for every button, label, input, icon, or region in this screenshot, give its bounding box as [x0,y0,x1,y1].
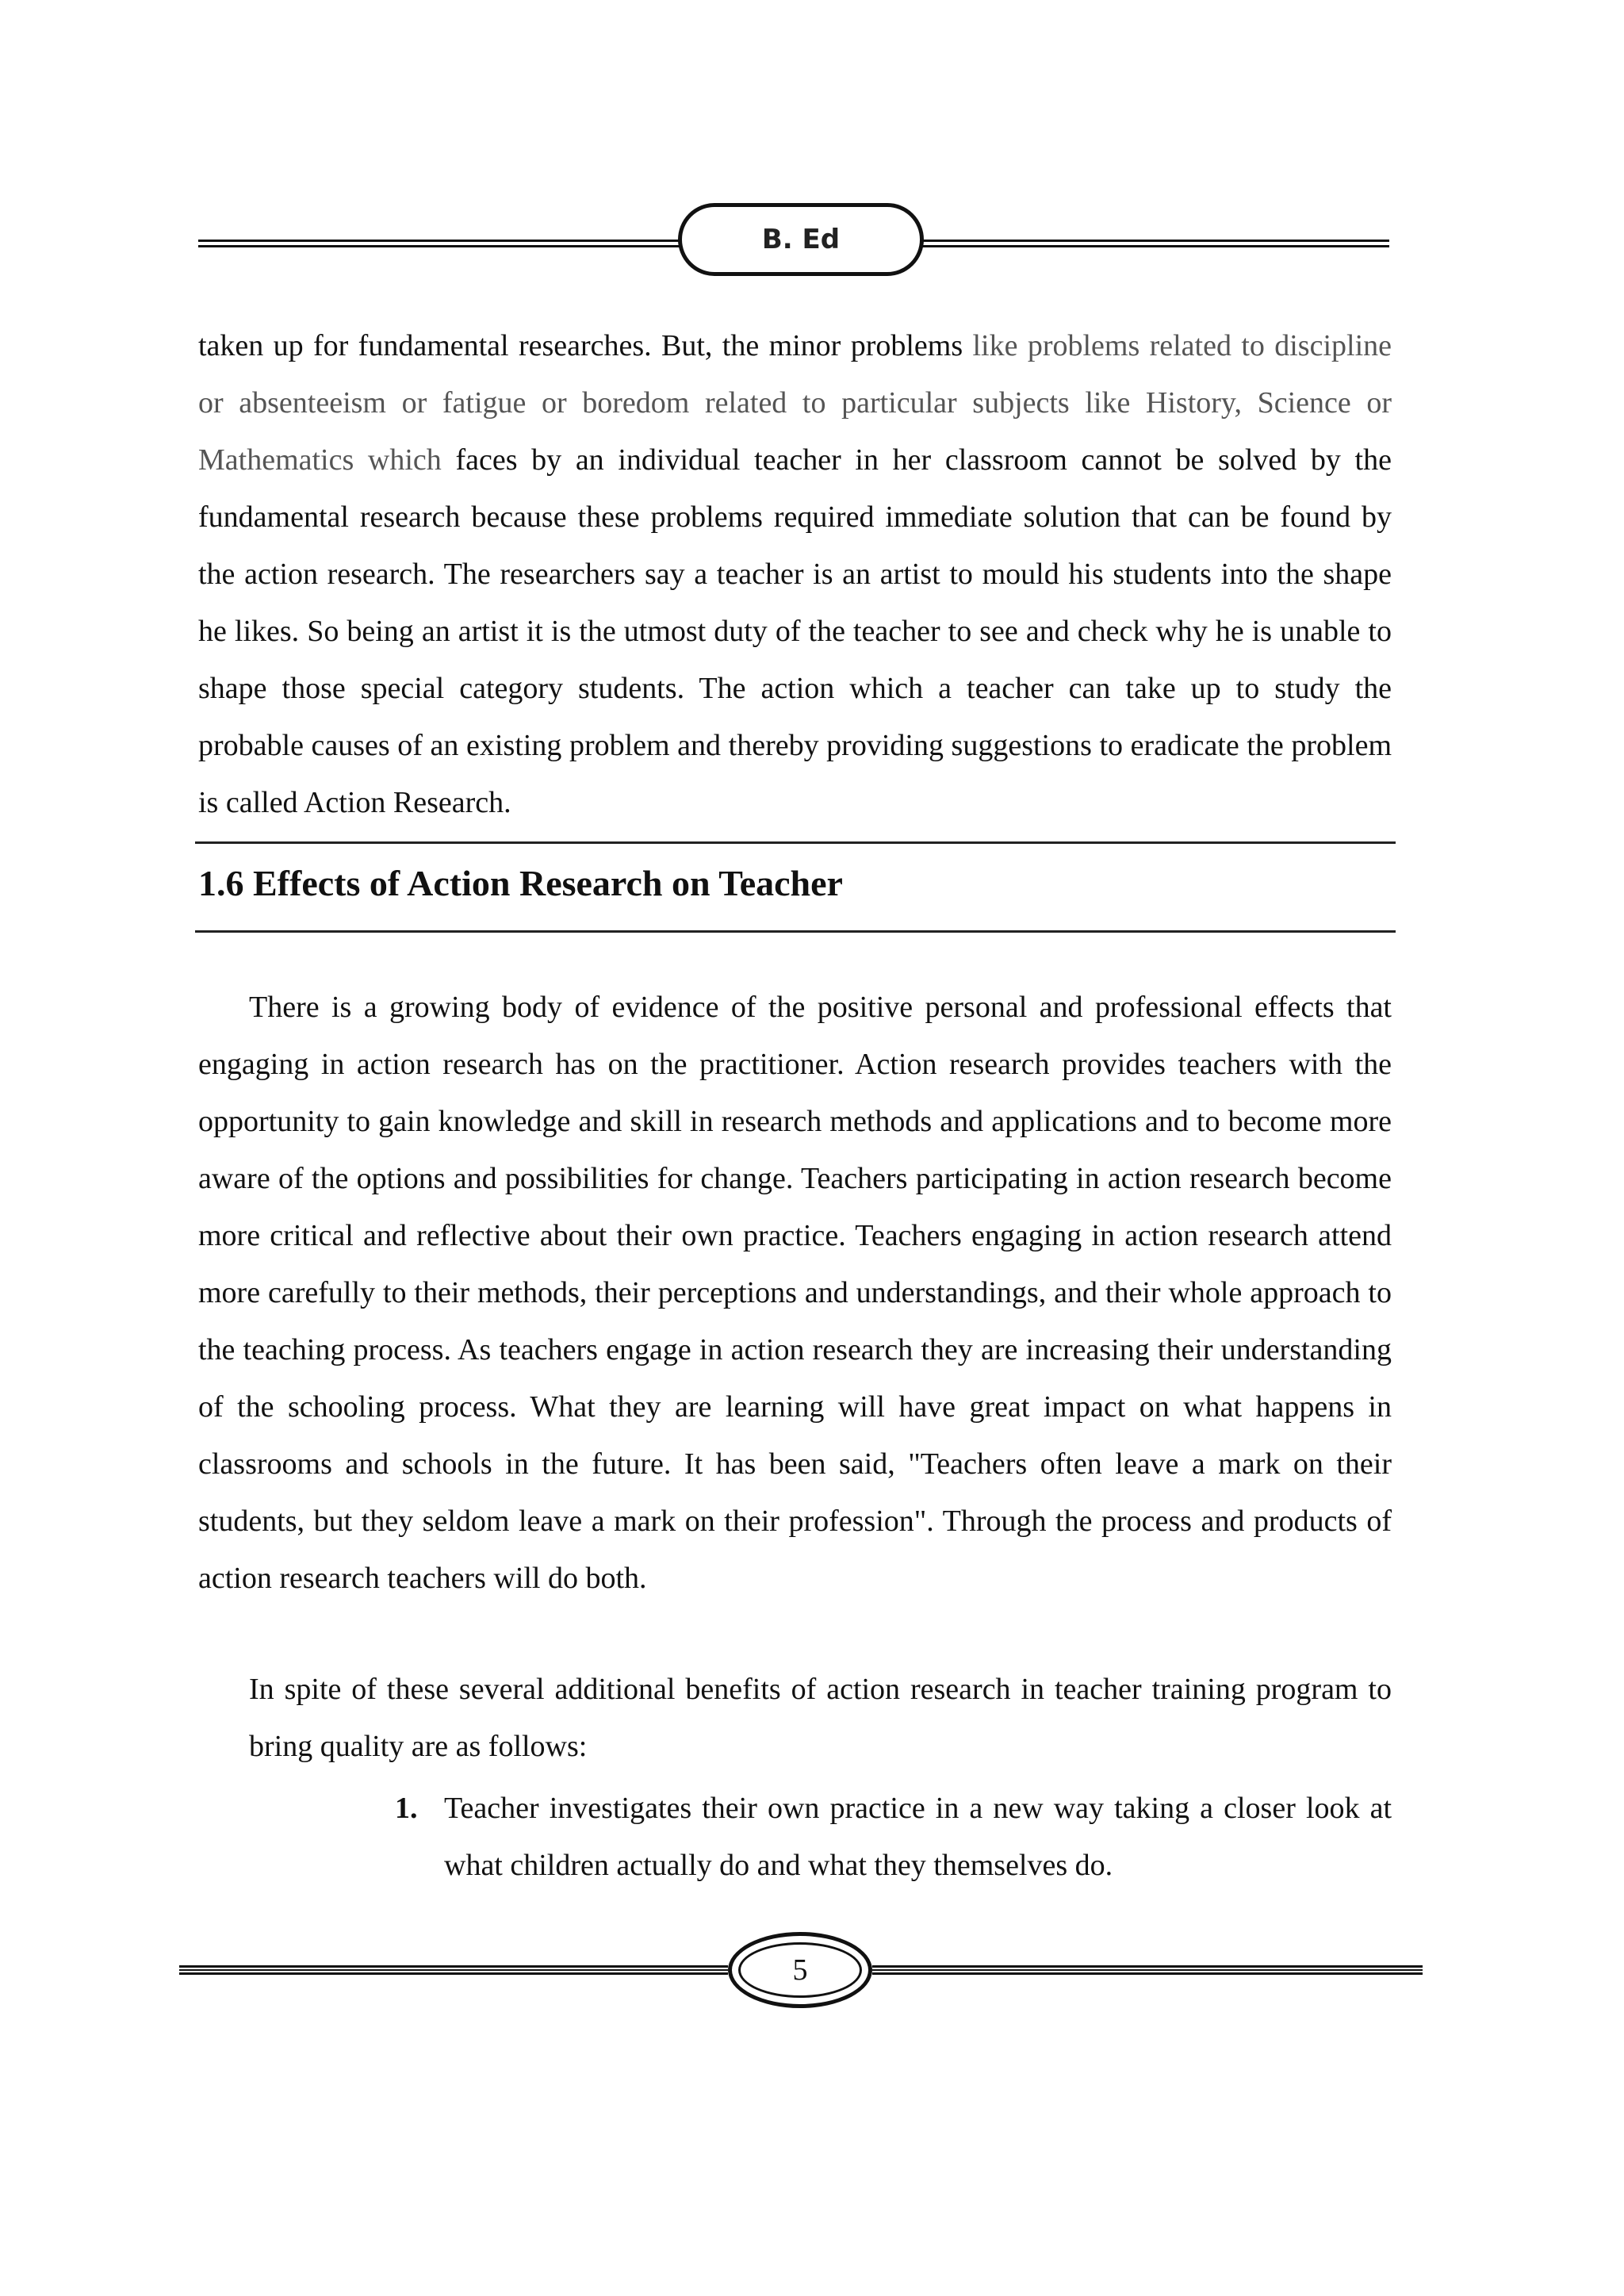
section-paragraph: There is a growing body of evidence of the positive personal and professional effects that engaging in action research has on the practitioner. Action research provides teachers with the opportunity to gain knowledge and skill in research methods and applications and to become more aware of the options and possibilities for change. Teachers participating in action research become more critical and reflective about their own practice. Teachers engaging in action research attend more carefully to their methods, their perceptions and understandings, and their whole approach to the teaching process. As teachers engage in action research they are increasing their understanding of the schooling process. What they are learning will have great impact on what happens in classrooms and schools in the future. It has been said, "Teachers often leave a mark on their students, but they seldom leave a mark on their profession". Through the process and products of action research teachers will do both. [198,991,1392,1595]
benefits-intro: In spite of these several additional benefits of action research in teacher training program to bring quality are as follows: [249,1673,1392,1763]
header-course-badge [678,203,924,276]
intro-text-end: faces by an individual teacher in her classroom cannot be solved by the fundamental research because these problems required immediate solution that can be found by the action research. The researchers say a teacher is an artist to mould his students into the shape he likes. So being an artist it is the utmost duty of the teacher to see and check why he is unable to shape those special category students. The action which a teacher can take up to study the probable causes of an existing problem and thereby providing suggestions to eradicate the problem is called Action Research. [198,443,1392,819]
heading-rule-top [195,841,1396,844]
page-number-inner [738,1942,862,1998]
header-rule-right [920,240,1389,247]
section-heading: 1.6 Effects of Action Research on Teacher [198,863,843,903]
list-item-text: Teacher investigates their own practice in a new way taking a closer look at what children actually do and what they themselves do. [444,1792,1392,1882]
intro-text-examples: like problems related to discipline or absenteeism or fatigue or boredom related to particular subjects like History, Science or Mathematics which [198,329,1392,477]
header-title: B. Ed [761,224,841,255]
header-rule-left [198,240,682,247]
footer-rule-left [179,1965,728,1975]
intro-text-start: taken up for fundamental researches. But, the minor problems [198,329,973,362]
list-item-number: 1. [395,1792,418,1825]
intro-paragraph [198,317,1392,831]
page-number-badge [728,1932,872,2008]
footer-rule-right [872,1965,1423,1975]
page-number: 5 [792,1953,808,1987]
heading-rule-bottom [195,930,1396,933]
